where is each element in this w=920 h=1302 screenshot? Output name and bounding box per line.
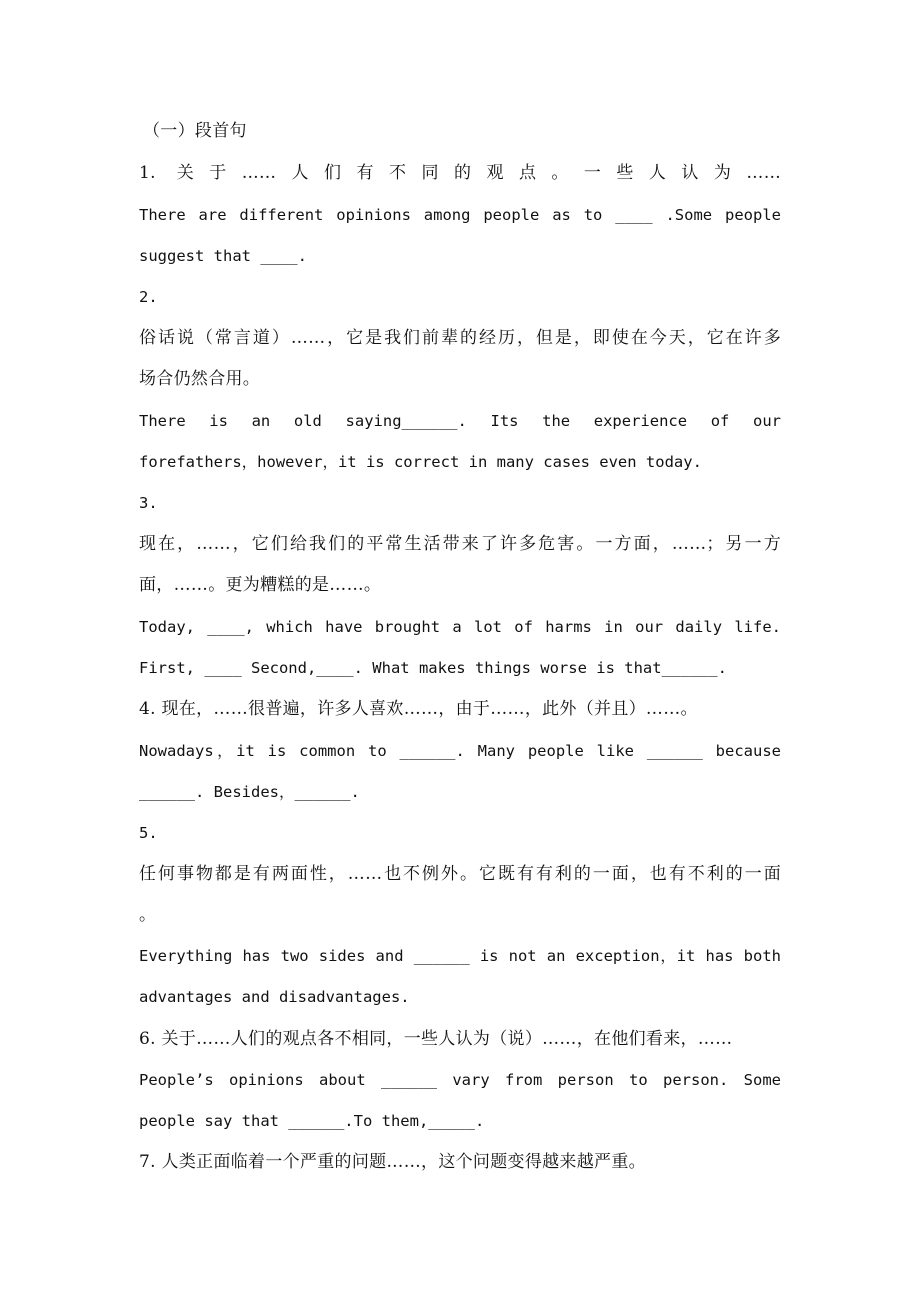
item-3-chinese-line-1: 现在，……，它们给我们的平常生活带来了许多危害。一方面，……；另一方 [139,534,781,554]
item-2-english-line-1: There is an old saying______. Its the experience of our [139,412,781,430]
item-3-english-line-1: Today, ____, which have brought a lot of harms in our daily life. [139,618,781,636]
item-6-chinese-line-1: 6. 关于……人们的观点各不相同，一些人认为（说）……，在他们看来，…… [139,1029,733,1049]
item-2-english-line-2: forefathers，however，it is correct in many cases even today. [139,453,702,471]
item-3-english-line-2: First, ____ Second,____. What makes things worse is that______. [139,659,727,677]
item-3-chinese-line-2: 面，……。更为糟糕的是……。 [139,575,382,595]
item-3-number: 3. [139,494,158,512]
item-5-chinese-line-2: 。 [139,905,157,925]
item-1-chinese-line-1: 1. 关于……人们有不同的观点。一些人认为…… [139,163,781,183]
item-5-number: 5. [139,824,158,842]
item-4-english-line-2: ______. Besides，______. [139,783,360,801]
item-4-english-line-1: Nowadays，it is common to ______. Many people like ______ because [139,742,781,760]
item-2-chinese-line-1: 俗话说（常言道）……，它是我们前辈的经历，但是，即使在今天，它在许多 [139,328,781,348]
item-5-english-line-2: advantages and disadvantages. [139,988,410,1006]
item-6-english-line-2: people say that ______.To them,_____. [139,1112,485,1130]
item-2-number: 2. [139,288,158,306]
item-1-english-line-1: There are different opinions among people as to ____ .Some people [139,206,781,224]
item-7-chinese-line-1: 7. 人类正面临着一个严重的问题……，这个问题变得越来越严重。 [139,1152,646,1172]
item-6-english-line-1: People’s opinions about ______ vary from person to person. Some [139,1071,781,1089]
item-5-chinese-line-1: 任何事物都是有两面性，……也不例外。它既有有利的一面，也有不利的一面 [139,864,781,884]
item-2-chinese-line-2: 场合仍然合用。 [139,369,261,389]
item-5-english-line-1: Everything has two sides and ______ is not an exception，it has both [139,947,781,965]
item-4-chinese-line-1: 4. 现在，……很普遍，许多人喜欢……，由于……，此外（并且）……。 [139,699,698,719]
section-heading: （一）段首句 [143,121,247,141]
item-1-english-line-2: suggest that ____. [139,247,307,265]
